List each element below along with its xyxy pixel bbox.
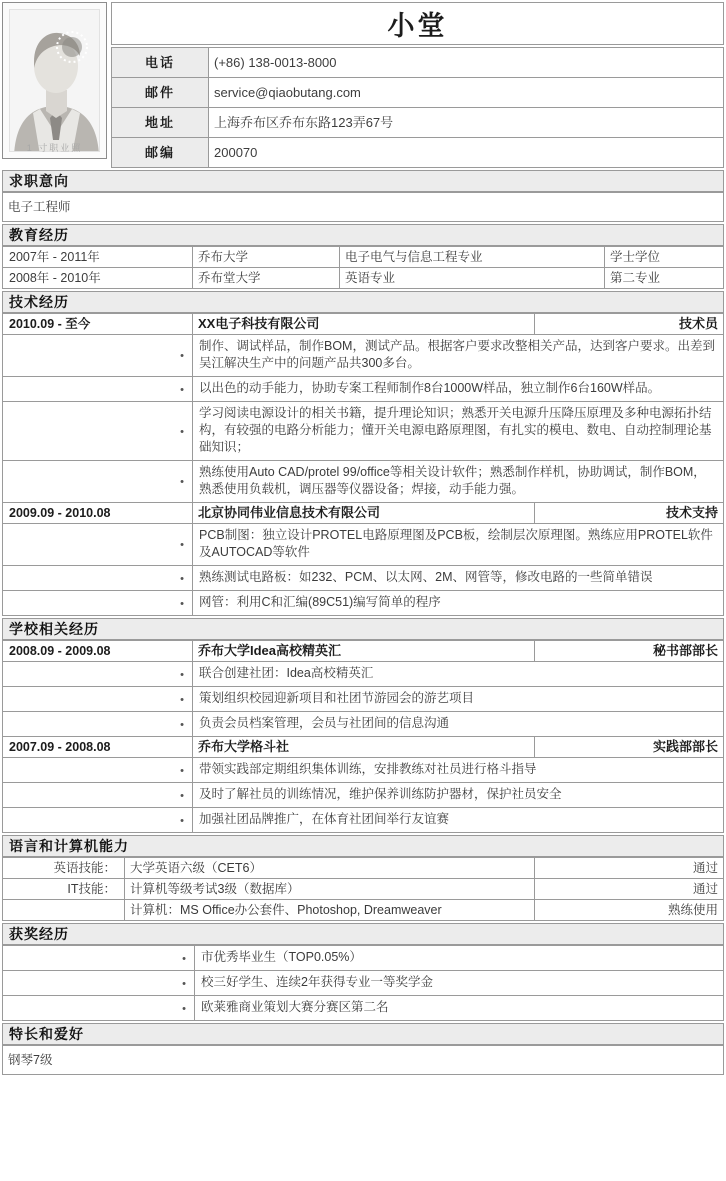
person-silhouette-icon: [10, 10, 100, 152]
table-row: [3, 971, 724, 996]
section-header-work: [2, 291, 724, 313]
education-period: 2007年 - 2011年: [3, 247, 193, 268]
bullet-marker: [3, 591, 193, 616]
education-school: 乔布大学: [193, 247, 340, 268]
table-row: [3, 314, 724, 335]
bullet-marker: [3, 712, 193, 737]
contact-value-address: 上海乔布区乔布东路123弄67号: [209, 108, 724, 138]
contact-table: [111, 47, 724, 168]
bullet-marker: [3, 662, 193, 687]
activity-org: 乔布大学Idea高校精英汇: [193, 641, 535, 662]
contact-value-zipcode: 200070: [209, 138, 724, 168]
activity-period: 2008.09 - 2009.08: [3, 641, 193, 662]
table-row: [3, 712, 724, 737]
section-title: 语言和计算机能力: [9, 838, 129, 854]
objective-table: [2, 192, 724, 222]
table-row: [3, 247, 724, 268]
section-header-skills: [2, 835, 724, 857]
bullet-marker: [3, 971, 195, 996]
photo-caption: 1 寸职业照: [26, 143, 83, 153]
contact-value-email: service@qiaobutang.com: [209, 78, 724, 108]
skills-table: [2, 857, 724, 921]
table-row: [3, 879, 724, 900]
table-row: [3, 783, 724, 808]
table-row: [3, 503, 724, 524]
bullet-marker: [3, 687, 193, 712]
table-row: [3, 193, 724, 222]
bullet-marker: [3, 566, 193, 591]
table-row: [3, 335, 724, 377]
section-header-school-activities: [2, 618, 724, 640]
work-role: 技术员: [535, 314, 724, 335]
activity-role: 实践部部长: [535, 737, 724, 758]
education-degree: 第二专业: [605, 268, 724, 289]
profile-photo: [2, 2, 107, 159]
activity-bullet: 及时了解社员的训练情况，维护保养训练防护器材，保护社员安全: [193, 783, 724, 808]
bullet-marker: [3, 808, 193, 833]
bullet-marker: [3, 758, 193, 783]
contact-label-zipcode: 邮编: [112, 138, 209, 168]
hobbies-value: 钢琴7级: [3, 1046, 724, 1075]
activity-bullet: 负责会员档案管理，会员与社团间的信息沟通: [193, 712, 724, 737]
work-period: 2009.09 - 2010.08: [3, 503, 193, 524]
bullet-marker: [3, 946, 195, 971]
work-period: 2010.09 - 至今: [3, 314, 193, 335]
table-row: [112, 138, 724, 168]
contact-label-email: 邮件: [112, 78, 209, 108]
contact-value-phone: (+86) 138-0013-8000: [209, 48, 724, 78]
skill-value: 计算机等级考试3级（数据库）: [125, 879, 535, 900]
section-title: 获奖经历: [9, 926, 69, 942]
bullet-marker: [3, 461, 193, 503]
objective-value: 电子工程师: [3, 193, 724, 222]
table-row: [3, 524, 724, 566]
education-degree: 学士学位: [605, 247, 724, 268]
skill-label: [3, 900, 125, 921]
bullet-marker: [3, 783, 193, 808]
header-right: [111, 2, 724, 168]
skill-result: 通过: [535, 879, 724, 900]
education-school: 乔布堂大学: [193, 268, 340, 289]
table-row: [3, 1046, 724, 1075]
section-title: 求职意向: [9, 173, 69, 189]
skill-result: 熟练使用: [535, 900, 724, 921]
skill-label: IT技能：: [3, 879, 125, 900]
table-row: [3, 591, 724, 616]
skill-value: 计算机：MS Office办公套件、Photoshop, Dreamweaver: [125, 900, 535, 921]
table-row: [3, 900, 724, 921]
award-bullet: 市优秀毕业生（TOP0.05%）: [195, 946, 724, 971]
section-header-awards: [2, 923, 724, 945]
work-bullet: 网管：利用C和汇编(89C51)编写简单的程序: [193, 591, 724, 616]
bullet-marker: [3, 335, 193, 377]
table-row: [3, 687, 724, 712]
work-bullet: 熟练测试电路板：如232、PCM、以太网、2M、网管等，修改电路的一些简单错误: [193, 566, 724, 591]
education-major: 电子电气与信息工程专业: [340, 247, 605, 268]
skill-result: 通过: [535, 858, 724, 879]
table-row: [3, 737, 724, 758]
section-title: 特长和爱好: [9, 1026, 84, 1042]
table-row: [3, 758, 724, 783]
skill-label: 英语技能：: [3, 858, 125, 879]
section-title: 学校相关经历: [9, 621, 99, 637]
table-row: [3, 377, 724, 402]
activity-bullet: 策划组织校园迎新项目和社团节游园会的游艺项目: [193, 687, 724, 712]
work-bullet: 学习阅读电源设计的相关书籍，提升理论知识；熟悉开关电源升压降压原理及多种电源拓扑结构，有较强的电路分析能力；懂开关电源电路原理图，有扎实的模电、数电、自动控制理论基础知识；: [193, 402, 724, 461]
table-row: [3, 996, 724, 1021]
bullet-marker: [3, 377, 193, 402]
education-period: 2008年 - 2010年: [3, 268, 193, 289]
activity-role: 秘书部部长: [535, 641, 724, 662]
work-bullet: 以出色的动手能力，协助专案工程师制作8台1000W样品，独立制作6台160W样品。: [193, 377, 724, 402]
table-row: [112, 78, 724, 108]
hobbies-table: [2, 1045, 724, 1075]
activity-period: 2007.09 - 2008.08: [3, 737, 193, 758]
school-activities-table: [2, 640, 724, 833]
section-title: 教育经历: [9, 227, 69, 243]
table-row: [3, 858, 724, 879]
contact-label-phone: 电话: [112, 48, 209, 78]
work-bullet: 制作、调试样品，制作BOM，测试产品。根据客户要求改整相关产品，达到客户要求。出差到吴江解决生产中的问题产品共300多台。: [193, 335, 724, 377]
award-bullet: 校三好学生、连续2年获得专业一等奖学金: [195, 971, 724, 996]
section-header-education: [2, 224, 724, 246]
contact-label-address: 地址: [112, 108, 209, 138]
photo-placeholder-image: [9, 9, 100, 152]
table-row: [3, 461, 724, 503]
work-company: 北京协同伟业信息技术有限公司: [193, 503, 535, 524]
table-row: [112, 48, 724, 78]
page-title: 小堂: [387, 11, 448, 42]
bullet-marker: [3, 402, 193, 461]
section-title: 技术经历: [9, 294, 69, 310]
awards-table: [2, 945, 724, 1021]
work-company: XX电子科技有限公司: [193, 314, 535, 335]
table-row: [3, 641, 724, 662]
award-bullet: 欧莱雅商业策划大赛分赛区第二名: [195, 996, 724, 1021]
resume-header: [2, 2, 724, 168]
table-row: [3, 662, 724, 687]
table-row: [3, 808, 724, 833]
table-row: [3, 402, 724, 461]
education-major: 英语专业: [340, 268, 605, 289]
work-bullet: PCB制图：独立设计PROTEL电路原理图及PCB板，绘制层次原理图。熟练应用PROTEL软件及AUTOCAD等软件: [193, 524, 724, 566]
activity-bullet: 带领实践部定期组织集体训练，安排教练对社员进行格斗指导: [193, 758, 724, 783]
table-row: [3, 566, 724, 591]
table-row: [3, 268, 724, 289]
table-row: [112, 108, 724, 138]
work-table: [2, 313, 724, 616]
bullet-marker: [3, 524, 193, 566]
activity-org: 乔布大学格斗社: [193, 737, 535, 758]
section-header-objective: [2, 170, 724, 192]
bullet-marker: [3, 996, 195, 1021]
work-role: 技术支持: [535, 503, 724, 524]
section-header-hobbies: [2, 1023, 724, 1045]
candidate-name-cell: [111, 2, 724, 45]
table-row: [3, 946, 724, 971]
education-table: [2, 246, 724, 289]
skill-value: 大学英语六级（CET6）: [125, 858, 535, 879]
activity-bullet: 加强社团品牌推广，在体育社团间举行友谊赛: [193, 808, 724, 833]
work-bullet: 熟练使用Auto CAD/protel 99/office等相关设计软件；熟悉制作样机，协助调试，制作BOM，熟悉使用负载机，调压器等仪器设备；焊接，动手能力强。: [193, 461, 724, 503]
activity-bullet: 联合创建社团：Idea高校精英汇: [193, 662, 724, 687]
